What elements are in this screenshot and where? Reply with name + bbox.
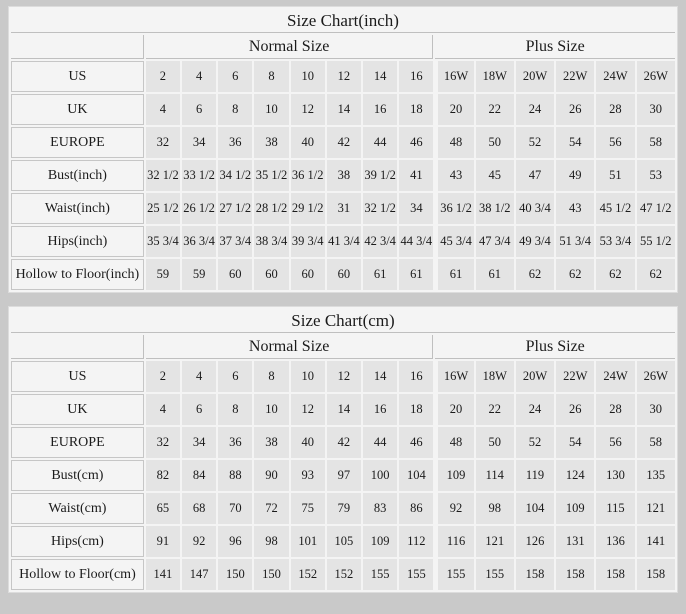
size-cell: 40 xyxy=(291,427,325,458)
size-cell: 91 xyxy=(146,526,180,557)
table-row xyxy=(11,193,675,224)
table-row xyxy=(11,259,675,290)
size-cell: 16 xyxy=(399,361,433,392)
size-cell: 22 xyxy=(476,94,514,125)
size-cell: 20 xyxy=(435,394,473,425)
size-cell: 22W xyxy=(556,61,594,92)
size-cell: 155 xyxy=(363,559,397,590)
size-cell: 8 xyxy=(218,394,252,425)
size-cell: 104 xyxy=(399,460,433,491)
size-chart-cm-card xyxy=(8,306,678,593)
size-chart-inch-table xyxy=(9,7,677,292)
size-cell: 46 xyxy=(399,427,433,458)
size-cell: 150 xyxy=(254,559,288,590)
table-body xyxy=(11,61,675,290)
size-cell: 16 xyxy=(399,61,433,92)
size-cell: 38 1/2 xyxy=(476,193,514,224)
size-cell: 36 3/4 xyxy=(182,226,216,257)
size-cell: 51 3/4 xyxy=(556,226,594,257)
size-cell: 155 xyxy=(399,559,433,590)
size-cell: 84 xyxy=(182,460,216,491)
size-cell: 41 3/4 xyxy=(327,226,361,257)
size-cell: 98 xyxy=(254,526,288,557)
size-cell: 22 xyxy=(476,394,514,425)
size-cell: 20W xyxy=(516,61,554,92)
size-cell: 53 xyxy=(637,160,675,191)
size-cell: 50 xyxy=(476,127,514,158)
size-cell: 48 xyxy=(435,127,473,158)
table-row xyxy=(11,526,675,557)
size-cell: 97 xyxy=(327,460,361,491)
size-cell: 155 xyxy=(476,559,514,590)
size-cell: 22W xyxy=(556,361,594,392)
size-cell: 75 xyxy=(291,493,325,524)
size-cell: 26W xyxy=(637,61,675,92)
size-cell: 34 xyxy=(182,427,216,458)
size-cell: 62 xyxy=(637,259,675,290)
size-cell: 8 xyxy=(254,361,288,392)
size-cell: 119 xyxy=(516,460,554,491)
corner-cell xyxy=(11,335,144,359)
size-cell: 41 xyxy=(399,160,433,191)
row-label: US xyxy=(11,361,144,392)
size-cell: 2 xyxy=(146,61,180,92)
size-cell: 39 3/4 xyxy=(291,226,325,257)
size-cell: 114 xyxy=(476,460,514,491)
size-cell: 38 xyxy=(254,127,288,158)
size-cell: 60 xyxy=(291,259,325,290)
size-cell: 42 xyxy=(327,427,361,458)
size-cell: 16 xyxy=(363,394,397,425)
size-cell: 10 xyxy=(254,394,288,425)
size-cell: 70 xyxy=(218,493,252,524)
size-cell: 18 xyxy=(399,394,433,425)
table-row xyxy=(11,559,675,590)
size-cell: 40 3/4 xyxy=(516,193,554,224)
normal-size-header: Normal Size xyxy=(146,335,434,359)
size-cell: 61 xyxy=(435,259,473,290)
size-cell: 126 xyxy=(516,526,554,557)
size-cell: 16W xyxy=(435,361,473,392)
size-cell: 42 xyxy=(327,127,361,158)
size-cell: 18 xyxy=(399,94,433,125)
size-cell: 130 xyxy=(596,460,634,491)
size-cell: 24 xyxy=(516,94,554,125)
size-cell: 61 xyxy=(476,259,514,290)
size-cell: 10 xyxy=(291,361,325,392)
size-cell: 32 1/2 xyxy=(146,160,180,191)
size-cell: 121 xyxy=(637,493,675,524)
size-cell: 135 xyxy=(637,460,675,491)
size-cell: 4 xyxy=(146,394,180,425)
size-cell: 12 xyxy=(327,361,361,392)
size-cell: 53 3/4 xyxy=(596,226,634,257)
size-cell: 86 xyxy=(399,493,433,524)
size-cell: 51 xyxy=(596,160,634,191)
table-row xyxy=(11,226,675,257)
size-cell: 121 xyxy=(476,526,514,557)
size-cell: 37 3/4 xyxy=(218,226,252,257)
size-cell: 54 xyxy=(556,127,594,158)
size-cell: 34 xyxy=(182,127,216,158)
size-cell: 4 xyxy=(182,361,216,392)
size-cell: 93 xyxy=(291,460,325,491)
size-cell: 141 xyxy=(146,559,180,590)
size-cell: 12 xyxy=(327,61,361,92)
table-row xyxy=(11,160,675,191)
size-cell: 56 xyxy=(596,427,634,458)
size-cell: 112 xyxy=(399,526,433,557)
size-cell: 28 xyxy=(596,394,634,425)
size-cell: 62 xyxy=(556,259,594,290)
size-cell: 158 xyxy=(596,559,634,590)
table-row xyxy=(11,394,675,425)
size-cell: 34 1/2 xyxy=(218,160,252,191)
size-cell: 20W xyxy=(516,361,554,392)
size-cell: 98 xyxy=(476,493,514,524)
row-label: US xyxy=(11,61,144,92)
size-cell: 59 xyxy=(182,259,216,290)
size-cell: 100 xyxy=(363,460,397,491)
size-cell: 8 xyxy=(218,94,252,125)
size-cell: 49 3/4 xyxy=(516,226,554,257)
size-cell: 16 xyxy=(363,94,397,125)
size-cell: 60 xyxy=(218,259,252,290)
size-cell: 35 3/4 xyxy=(146,226,180,257)
table-row xyxy=(11,493,675,524)
size-cell: 115 xyxy=(596,493,634,524)
size-cell: 28 1/2 xyxy=(254,193,288,224)
size-cell: 8 xyxy=(254,61,288,92)
size-cell: 104 xyxy=(516,493,554,524)
size-cell: 49 xyxy=(556,160,594,191)
row-label: Bust(cm) xyxy=(11,460,144,491)
size-cell: 56 xyxy=(596,127,634,158)
size-cell: 92 xyxy=(435,493,473,524)
size-cell: 27 1/2 xyxy=(218,193,252,224)
size-cell: 36 1/2 xyxy=(291,160,325,191)
size-cell: 96 xyxy=(218,526,252,557)
size-cell: 38 3/4 xyxy=(254,226,288,257)
size-cell: 158 xyxy=(516,559,554,590)
size-cell: 30 xyxy=(637,394,675,425)
size-cell: 60 xyxy=(327,259,361,290)
table-row xyxy=(11,127,675,158)
corner-cell xyxy=(11,35,144,59)
size-cell: 33 1/2 xyxy=(182,160,216,191)
table-title: Size Chart(cm) xyxy=(11,309,675,333)
size-cell: 18W xyxy=(476,361,514,392)
size-cell: 116 xyxy=(435,526,473,557)
size-cell: 10 xyxy=(291,61,325,92)
size-cell: 38 xyxy=(327,160,361,191)
size-cell: 38 xyxy=(254,427,288,458)
size-cell: 79 xyxy=(327,493,361,524)
size-cell: 12 xyxy=(291,394,325,425)
size-cell: 131 xyxy=(556,526,594,557)
row-label: Hips(cm) xyxy=(11,526,144,557)
size-cell: 59 xyxy=(146,259,180,290)
size-cell: 92 xyxy=(182,526,216,557)
size-cell: 147 xyxy=(182,559,216,590)
plus-size-header: Plus Size xyxy=(435,335,675,359)
size-cell: 32 xyxy=(146,127,180,158)
size-cell: 60 xyxy=(254,259,288,290)
size-cell: 52 xyxy=(516,127,554,158)
size-cell: 31 xyxy=(327,193,361,224)
size-cell: 45 xyxy=(476,160,514,191)
size-cell: 136 xyxy=(596,526,634,557)
size-cell: 72 xyxy=(254,493,288,524)
size-cell: 6 xyxy=(218,361,252,392)
row-label: Bust(inch) xyxy=(11,160,144,191)
size-cell: 20 xyxy=(435,94,473,125)
size-cell: 109 xyxy=(363,526,397,557)
size-cell: 14 xyxy=(327,94,361,125)
size-cell: 43 xyxy=(435,160,473,191)
size-cell: 58 xyxy=(637,427,675,458)
size-cell: 24W xyxy=(596,61,634,92)
size-cell: 62 xyxy=(516,259,554,290)
size-cell: 45 1/2 xyxy=(596,193,634,224)
size-cell: 88 xyxy=(218,460,252,491)
size-cell: 6 xyxy=(182,94,216,125)
normal-size-header: Normal Size xyxy=(146,35,434,59)
size-cell: 44 xyxy=(363,127,397,158)
size-cell: 44 3/4 xyxy=(399,226,433,257)
size-cell: 152 xyxy=(327,559,361,590)
size-cell: 55 1/2 xyxy=(637,226,675,257)
table-row xyxy=(11,427,675,458)
size-cell: 26 xyxy=(556,94,594,125)
size-cell: 158 xyxy=(556,559,594,590)
size-cell: 14 xyxy=(363,61,397,92)
size-cell: 82 xyxy=(146,460,180,491)
size-cell: 45 3/4 xyxy=(435,226,473,257)
row-label: Hollow to Floor(cm) xyxy=(11,559,144,590)
size-cell: 36 xyxy=(218,127,252,158)
size-cell: 158 xyxy=(637,559,675,590)
size-cell: 43 xyxy=(556,193,594,224)
size-cell: 16W xyxy=(435,61,473,92)
size-cell: 48 xyxy=(435,427,473,458)
size-cell: 155 xyxy=(435,559,473,590)
size-cell: 47 1/2 xyxy=(637,193,675,224)
size-cell: 152 xyxy=(291,559,325,590)
row-label: EUROPE xyxy=(11,427,144,458)
size-cell: 2 xyxy=(146,361,180,392)
size-cell: 150 xyxy=(218,559,252,590)
size-cell: 35 1/2 xyxy=(254,160,288,191)
size-cell: 90 xyxy=(254,460,288,491)
size-cell: 29 1/2 xyxy=(291,193,325,224)
size-cell: 44 xyxy=(363,427,397,458)
size-cell: 109 xyxy=(556,493,594,524)
size-cell: 83 xyxy=(363,493,397,524)
size-cell: 6 xyxy=(182,394,216,425)
row-label: Hips(inch) xyxy=(11,226,144,257)
size-cell: 101 xyxy=(291,526,325,557)
size-chart-inch-card xyxy=(8,6,678,293)
size-cell: 58 xyxy=(637,127,675,158)
size-cell: 124 xyxy=(556,460,594,491)
size-cell: 4 xyxy=(146,94,180,125)
table-body xyxy=(11,361,675,590)
size-cell: 32 xyxy=(146,427,180,458)
size-cell: 32 1/2 xyxy=(363,193,397,224)
size-cell: 65 xyxy=(146,493,180,524)
size-cell: 109 xyxy=(435,460,473,491)
table-row xyxy=(11,361,675,392)
size-cell: 40 xyxy=(291,127,325,158)
table-title: Size Chart(inch) xyxy=(11,9,675,33)
size-cell: 26 1/2 xyxy=(182,193,216,224)
size-cell: 46 xyxy=(399,127,433,158)
row-label: EUROPE xyxy=(11,127,144,158)
row-label: UK xyxy=(11,394,144,425)
plus-size-header: Plus Size xyxy=(435,35,675,59)
size-cell: 26 xyxy=(556,394,594,425)
row-label: UK xyxy=(11,94,144,125)
size-cell: 28 xyxy=(596,94,634,125)
size-cell: 10 xyxy=(254,94,288,125)
size-cell: 141 xyxy=(637,526,675,557)
table-row xyxy=(11,94,675,125)
size-cell: 18W xyxy=(476,61,514,92)
size-cell: 68 xyxy=(182,493,216,524)
size-cell: 14 xyxy=(363,361,397,392)
table-row xyxy=(11,61,675,92)
size-cell: 34 xyxy=(399,193,433,224)
title-row xyxy=(11,9,675,33)
size-cell: 30 xyxy=(637,94,675,125)
size-cell: 42 3/4 xyxy=(363,226,397,257)
size-cell: 36 1/2 xyxy=(435,193,473,224)
size-cell: 36 xyxy=(218,427,252,458)
size-cell: 47 3/4 xyxy=(476,226,514,257)
size-cell: 105 xyxy=(327,526,361,557)
size-cell: 61 xyxy=(399,259,433,290)
group-header-row xyxy=(11,35,675,59)
size-cell: 62 xyxy=(596,259,634,290)
size-cell: 39 1/2 xyxy=(363,160,397,191)
size-cell: 14 xyxy=(327,394,361,425)
size-cell: 25 1/2 xyxy=(146,193,180,224)
row-label: Hollow to Floor(inch) xyxy=(11,259,144,290)
size-cell: 24 xyxy=(516,394,554,425)
size-cell: 54 xyxy=(556,427,594,458)
size-cell: 61 xyxy=(363,259,397,290)
size-cell: 24W xyxy=(596,361,634,392)
title-row xyxy=(11,309,675,333)
size-cell: 47 xyxy=(516,160,554,191)
row-label: Waist(cm) xyxy=(11,493,144,524)
size-chart-cm-table xyxy=(9,307,677,592)
size-cell: 26W xyxy=(637,361,675,392)
size-cell: 6 xyxy=(218,61,252,92)
table-row xyxy=(11,460,675,491)
group-header-row xyxy=(11,335,675,359)
size-cell: 52 xyxy=(516,427,554,458)
size-cell: 50 xyxy=(476,427,514,458)
row-label: Waist(inch) xyxy=(11,193,144,224)
size-cell: 12 xyxy=(291,94,325,125)
size-cell: 4 xyxy=(182,61,216,92)
